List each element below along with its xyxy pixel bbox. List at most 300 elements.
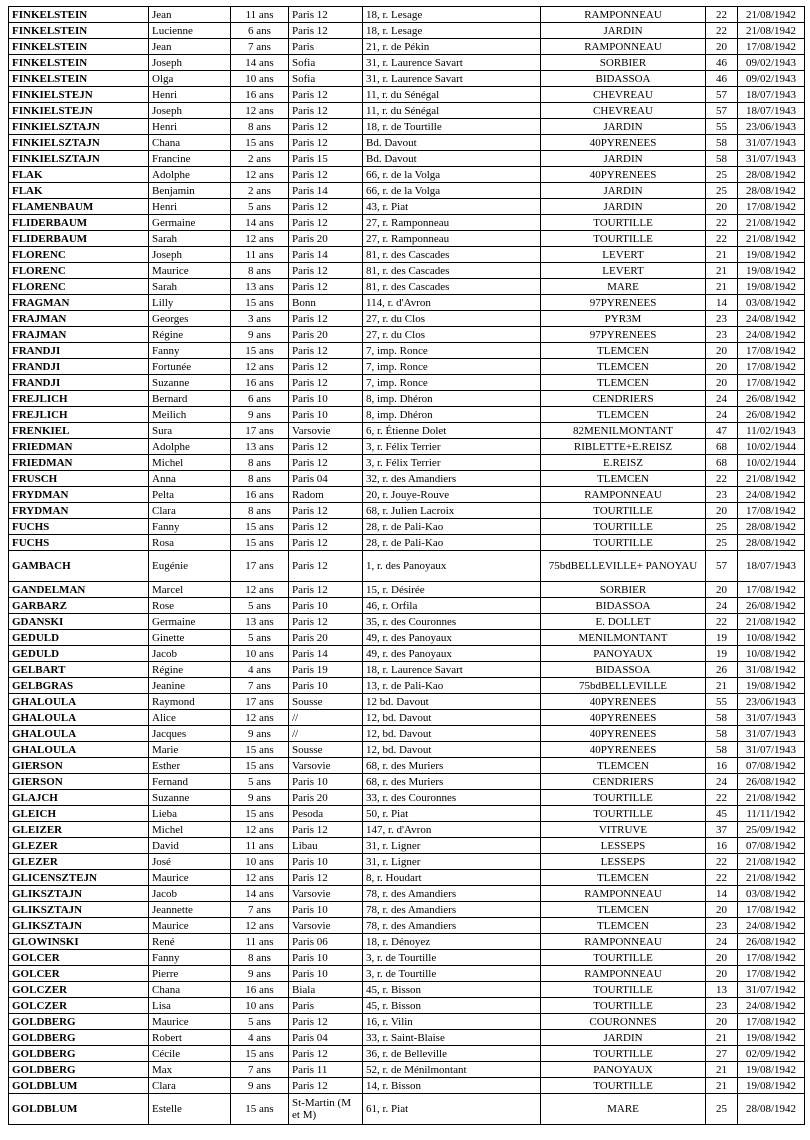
first-name-cell: Michel <box>149 455 231 471</box>
age-cell: 5 ans <box>231 630 289 646</box>
address-cell: 36, r. de Belleville <box>363 1046 541 1062</box>
surname-cell: GOLDBLUM <box>9 1094 149 1125</box>
age-cell: 10 ans <box>231 854 289 870</box>
age-cell: 17 ans <box>231 694 289 710</box>
surname-cell: GHALOULA <box>9 726 149 742</box>
age-cell: 8 ans <box>231 503 289 519</box>
table-row <box>9 7 805 23</box>
date-cell: 28/08/1942 <box>738 535 805 551</box>
date-cell: 24/08/1942 <box>738 311 805 327</box>
age-cell: 12 ans <box>231 582 289 598</box>
school-cell: 40PYRENEES <box>541 710 706 726</box>
surname-cell: FINKELSTEIN <box>9 7 149 23</box>
table-row <box>9 678 805 694</box>
first-name-cell: Fanny <box>149 950 231 966</box>
age-cell: 15 ans <box>231 806 289 822</box>
surname-cell: GOLDBERG <box>9 1030 149 1046</box>
date-cell: 26/08/1942 <box>738 934 805 950</box>
school-cell: TLEMCEN <box>541 758 706 774</box>
birthplace-cell: Paris 10 <box>289 774 363 790</box>
table-row <box>9 407 805 423</box>
birthplace-cell: Varsovie <box>289 886 363 902</box>
age-cell: 15 ans <box>231 1046 289 1062</box>
first-name-cell: Sura <box>149 423 231 439</box>
surname-cell: FRUSCH <box>9 471 149 487</box>
address-cell: 78, r. des Amandiers <box>363 918 541 934</box>
address-cell: 147, r. d'Avron <box>363 822 541 838</box>
surname-cell: GHALOULA <box>9 710 149 726</box>
convoy-cell: 23 <box>706 311 738 327</box>
table-row <box>9 774 805 790</box>
surname-cell: FUCHS <box>9 535 149 551</box>
first-name-cell: Jacob <box>149 886 231 902</box>
convoy-cell: 22 <box>706 870 738 886</box>
birthplace-cell: Paris <box>289 998 363 1014</box>
surname-cell: FRAGMAN <box>9 295 149 311</box>
table-row <box>9 199 805 215</box>
address-cell: Bd. Davout <box>363 135 541 151</box>
surname-cell: GLEICH <box>9 806 149 822</box>
birthplace-cell: Paris 12 <box>289 439 363 455</box>
date-cell: 18/07/1943 <box>738 551 805 582</box>
date-cell: 21/08/1942 <box>738 471 805 487</box>
date-cell: 23/06/1943 <box>738 119 805 135</box>
table-row <box>9 1030 805 1046</box>
convoy-cell: 21 <box>706 279 738 295</box>
birthplace-cell: Paris 12 <box>289 614 363 630</box>
convoy-cell: 58 <box>706 151 738 167</box>
school-cell: JARDIN <box>541 1030 706 1046</box>
school-cell: BIDASSOA <box>541 662 706 678</box>
date-cell: 17/08/1942 <box>738 375 805 391</box>
first-name-cell: Clara <box>149 1078 231 1094</box>
first-name-cell: Ginette <box>149 630 231 646</box>
date-cell: 28/08/1942 <box>738 167 805 183</box>
date-cell: 21/08/1942 <box>738 23 805 39</box>
address-cell: 3, r. Félix Terrier <box>363 455 541 471</box>
date-cell: 17/08/1942 <box>738 503 805 519</box>
age-cell: 9 ans <box>231 726 289 742</box>
address-cell: 12, bd. Davout <box>363 742 541 758</box>
table-row <box>9 598 805 614</box>
birthplace-cell: Libau <box>289 838 363 854</box>
date-cell: 31/07/1943 <box>738 151 805 167</box>
age-cell: 15 ans <box>231 343 289 359</box>
table-row <box>9 1078 805 1094</box>
surname-cell: GOLCER <box>9 966 149 982</box>
age-cell: 17 ans <box>231 423 289 439</box>
age-cell: 2 ans <box>231 183 289 199</box>
first-name-cell: Adolphe <box>149 439 231 455</box>
convoy-cell: 16 <box>706 758 738 774</box>
birthplace-cell: Paris <box>289 39 363 55</box>
school-cell: TLEMCEN <box>541 343 706 359</box>
table-row <box>9 119 805 135</box>
first-name-cell: Pierre <box>149 966 231 982</box>
age-cell: 13 ans <box>231 439 289 455</box>
birthplace-cell: Varsovie <box>289 423 363 439</box>
address-cell: 45, r. Bisson <box>363 982 541 998</box>
age-cell: 11 ans <box>231 247 289 263</box>
table-row <box>9 455 805 471</box>
address-cell: 14, r. Bisson <box>363 1078 541 1094</box>
birthplace-cell: Paris 12 <box>289 551 363 582</box>
date-cell: 18/07/1943 <box>738 87 805 103</box>
school-cell: MARE <box>541 1094 706 1125</box>
first-name-cell: Lieba <box>149 806 231 822</box>
first-name-cell: Michel <box>149 822 231 838</box>
school-cell: RAMPONNEAU <box>541 886 706 902</box>
convoy-cell: 57 <box>706 551 738 582</box>
first-name-cell: Eugénie <box>149 551 231 582</box>
school-cell: TLEMCEN <box>541 471 706 487</box>
table-row <box>9 966 805 982</box>
age-cell: 14 ans <box>231 215 289 231</box>
age-cell: 11 ans <box>231 7 289 23</box>
surname-cell: FINKIELSTEJN <box>9 87 149 103</box>
birthplace-cell: Paris 14 <box>289 183 363 199</box>
table-row <box>9 854 805 870</box>
date-cell: 10/08/1942 <box>738 646 805 662</box>
date-cell: 25/09/1942 <box>738 822 805 838</box>
address-cell: 7, imp. Ronce <box>363 359 541 375</box>
address-cell: 43, r. Piat <box>363 199 541 215</box>
convoy-cell: 25 <box>706 519 738 535</box>
first-name-cell: Meilich <box>149 407 231 423</box>
surname-cell: FRIEDMAN <box>9 439 149 455</box>
surname-cell: GLIKSZTAJN <box>9 902 149 918</box>
table-row <box>9 790 805 806</box>
date-cell: 11/11/1942 <box>738 806 805 822</box>
convoy-cell: 20 <box>706 582 738 598</box>
school-cell: TLEMCEN <box>541 359 706 375</box>
surname-cell: FRANDJI <box>9 359 149 375</box>
convoy-cell: 58 <box>706 742 738 758</box>
convoy-cell: 58 <box>706 135 738 151</box>
convoy-cell: 46 <box>706 71 738 87</box>
address-cell: 15, r. Désirée <box>363 582 541 598</box>
convoy-cell: 22 <box>706 7 738 23</box>
surname-cell: GIERSON <box>9 774 149 790</box>
date-cell: 21/08/1942 <box>738 854 805 870</box>
school-cell: CENDRIERS <box>541 774 706 790</box>
convoy-cell: 68 <box>706 439 738 455</box>
first-name-cell: Germaine <box>149 614 231 630</box>
address-cell: 7, imp. Ronce <box>363 343 541 359</box>
first-name-cell: Robert <box>149 1030 231 1046</box>
surname-cell: GLICENSZTEJN <box>9 870 149 886</box>
address-cell: 68, r. des Muriers <box>363 758 541 774</box>
first-name-cell: Jeannette <box>149 902 231 918</box>
address-cell: 28, r. de Pali-Kao <box>363 535 541 551</box>
table-row <box>9 982 805 998</box>
school-cell: 40PYRENEES <box>541 726 706 742</box>
convoy-cell: 14 <box>706 295 738 311</box>
school-cell: 75bdBELLEVILLE <box>541 678 706 694</box>
address-cell: 66, r. de la Volga <box>363 167 541 183</box>
table-row <box>9 582 805 598</box>
age-cell: 8 ans <box>231 455 289 471</box>
table-row <box>9 23 805 39</box>
date-cell: 10/02/1944 <box>738 455 805 471</box>
birthplace-cell: Radom <box>289 487 363 503</box>
age-cell: 13 ans <box>231 614 289 630</box>
birthplace-cell: Paris 12 <box>289 7 363 23</box>
date-cell: 19/08/1942 <box>738 1062 805 1078</box>
birthplace-cell: // <box>289 726 363 742</box>
birthplace-cell: Paris 20 <box>289 630 363 646</box>
address-cell: 18, r. Laurence Savart <box>363 662 541 678</box>
surname-cell: FLORENC <box>9 279 149 295</box>
date-cell: 24/08/1942 <box>738 487 805 503</box>
birthplace-cell: Paris 12 <box>289 822 363 838</box>
surname-cell: GHALOULA <box>9 694 149 710</box>
first-name-cell: Lilly <box>149 295 231 311</box>
birthplace-cell: Paris 12 <box>289 199 363 215</box>
age-cell: 8 ans <box>231 263 289 279</box>
convoy-cell: 26 <box>706 662 738 678</box>
table-row <box>9 1014 805 1030</box>
school-cell: TOURTILLE <box>541 998 706 1014</box>
age-cell: 8 ans <box>231 471 289 487</box>
first-name-cell: Joseph <box>149 247 231 263</box>
surname-cell: GELBART <box>9 662 149 678</box>
birthplace-cell: Paris 15 <box>289 151 363 167</box>
school-cell: RAMPONNEAU <box>541 7 706 23</box>
birthplace-cell: Paris 20 <box>289 790 363 806</box>
age-cell: 15 ans <box>231 742 289 758</box>
birthplace-cell: Paris 12 <box>289 1078 363 1094</box>
table-row <box>9 439 805 455</box>
convoy-cell: 24 <box>706 391 738 407</box>
date-cell: 07/08/1942 <box>738 758 805 774</box>
table-row <box>9 519 805 535</box>
date-cell: 31/08/1942 <box>738 662 805 678</box>
surname-cell: GLOWINSKI <box>9 934 149 950</box>
date-cell: 31/07/1943 <box>738 742 805 758</box>
first-name-cell: Suzanne <box>149 790 231 806</box>
age-cell: 12 ans <box>231 231 289 247</box>
date-cell: 21/08/1942 <box>738 215 805 231</box>
address-cell: 21, r. de Pékin <box>363 39 541 55</box>
surname-cell: FLIDERBAUM <box>9 231 149 247</box>
age-cell: 12 ans <box>231 103 289 119</box>
table-row <box>9 902 805 918</box>
convoy-cell: 22 <box>706 231 738 247</box>
birthplace-cell: Paris 10 <box>289 407 363 423</box>
age-cell: 8 ans <box>231 119 289 135</box>
school-cell: LESSEPS <box>541 854 706 870</box>
surname-cell: FUCHS <box>9 519 149 535</box>
birthplace-cell: Paris 11 <box>289 1062 363 1078</box>
surname-cell: GOLCZER <box>9 998 149 1014</box>
birthplace-cell: Biala <box>289 982 363 998</box>
convoy-cell: 22 <box>706 215 738 231</box>
school-cell: JARDIN <box>541 119 706 135</box>
address-cell: 66, r. de la Volga <box>363 183 541 199</box>
surname-cell: GLAJCH <box>9 790 149 806</box>
age-cell: 5 ans <box>231 774 289 790</box>
date-cell: 28/08/1942 <box>738 519 805 535</box>
address-cell: Bd. Davout <box>363 151 541 167</box>
age-cell: 11 ans <box>231 838 289 854</box>
date-cell: 26/08/1942 <box>738 774 805 790</box>
convoy-cell: 21 <box>706 263 738 279</box>
address-cell: 18, r. Lesage <box>363 23 541 39</box>
school-cell: CHEVREAU <box>541 87 706 103</box>
age-cell: 12 ans <box>231 167 289 183</box>
table-row <box>9 135 805 151</box>
address-cell: 49, r. des Panoyaux <box>363 630 541 646</box>
date-cell: 24/08/1942 <box>738 327 805 343</box>
first-name-cell: Suzanne <box>149 375 231 391</box>
school-cell: 40PYRENEES <box>541 694 706 710</box>
table-row <box>9 391 805 407</box>
address-cell: 6, r. Étienne Dolet <box>363 423 541 439</box>
convoy-cell: 21 <box>706 1078 738 1094</box>
table-row <box>9 279 805 295</box>
table-row <box>9 630 805 646</box>
address-cell: 81, r. des Cascades <box>363 263 541 279</box>
address-cell: 3, r. de Tourtille <box>363 966 541 982</box>
convoy-cell: 21 <box>706 678 738 694</box>
table-row <box>9 870 805 886</box>
birthplace-cell: Sousse <box>289 694 363 710</box>
birthplace-cell: Sofia <box>289 71 363 87</box>
date-cell: 17/08/1942 <box>738 343 805 359</box>
first-name-cell: Maurice <box>149 1014 231 1030</box>
surname-cell: GOLDBERG <box>9 1014 149 1030</box>
date-cell: 24/08/1942 <box>738 918 805 934</box>
age-cell: 5 ans <box>231 1014 289 1030</box>
address-cell: 33, r. des Couronnes <box>363 790 541 806</box>
surname-cell: FINKELSTEIN <box>9 55 149 71</box>
age-cell: 16 ans <box>231 87 289 103</box>
convoy-cell: 55 <box>706 119 738 135</box>
school-cell: LEVERT <box>541 247 706 263</box>
table-row <box>9 726 805 742</box>
address-cell: 31, r. Laurence Savart <box>363 71 541 87</box>
date-cell: 19/08/1942 <box>738 1078 805 1094</box>
table-row <box>9 1046 805 1062</box>
first-name-cell: José <box>149 854 231 870</box>
table-row <box>9 167 805 183</box>
school-cell: RAMPONNEAU <box>541 39 706 55</box>
convoy-cell: 25 <box>706 183 738 199</box>
address-cell: 12, bd. Davout <box>363 710 541 726</box>
first-name-cell: Régine <box>149 327 231 343</box>
table-row <box>9 247 805 263</box>
address-cell: 78, r. des Amandiers <box>363 902 541 918</box>
convoy-cell: 23 <box>706 487 738 503</box>
address-cell: 45, r. Bisson <box>363 998 541 1014</box>
age-cell: 16 ans <box>231 487 289 503</box>
table-row <box>9 662 805 678</box>
school-cell: TOURTILLE <box>541 950 706 966</box>
school-cell: 97PYRENEES <box>541 295 706 311</box>
birthplace-cell: Paris 10 <box>289 854 363 870</box>
first-name-cell: Henri <box>149 87 231 103</box>
birthplace-cell: Paris 12 <box>289 343 363 359</box>
date-cell: 31/07/1943 <box>738 726 805 742</box>
convoy-cell: 24 <box>706 934 738 950</box>
address-cell: 68, r. des Muriers <box>363 774 541 790</box>
convoy-cell: 20 <box>706 359 738 375</box>
address-cell: 50, r. Piat <box>363 806 541 822</box>
birthplace-cell: Paris 12 <box>289 119 363 135</box>
age-cell: 5 ans <box>231 598 289 614</box>
first-name-cell: Fortunée <box>149 359 231 375</box>
school-cell: E. DOLLET <box>541 614 706 630</box>
age-cell: 7 ans <box>231 1062 289 1078</box>
convoy-cell: 57 <box>706 103 738 119</box>
school-cell: RIBLETTE+E.REISZ <box>541 439 706 455</box>
birthplace-cell: Paris 12 <box>289 582 363 598</box>
age-cell: 15 ans <box>231 295 289 311</box>
table-row <box>9 614 805 630</box>
address-cell: 8, r. Houdart <box>363 870 541 886</box>
date-cell: 19/08/1942 <box>738 279 805 295</box>
convoy-cell: 14 <box>706 886 738 902</box>
address-cell: 81, r. des Cascades <box>363 247 541 263</box>
age-cell: 15 ans <box>231 135 289 151</box>
table-row <box>9 806 805 822</box>
age-cell: 9 ans <box>231 1078 289 1094</box>
age-cell: 7 ans <box>231 902 289 918</box>
table-row <box>9 103 805 119</box>
date-cell: 17/08/1942 <box>738 582 805 598</box>
birthplace-cell: Paris 12 <box>289 1046 363 1062</box>
first-name-cell: Jacob <box>149 646 231 662</box>
first-name-cell: Chana <box>149 982 231 998</box>
first-name-cell: Lucienne <box>149 23 231 39</box>
convoy-cell: 20 <box>706 966 738 982</box>
surname-cell: GLIKSZTAJN <box>9 918 149 934</box>
birthplace-cell: Varsovie <box>289 918 363 934</box>
age-cell: 5 ans <box>231 199 289 215</box>
table-row <box>9 694 805 710</box>
school-cell: TOURTILLE <box>541 519 706 535</box>
school-cell: PYR3M <box>541 311 706 327</box>
date-cell: 09/02/1943 <box>738 55 805 71</box>
birthplace-cell: Paris 12 <box>289 870 363 886</box>
age-cell: 14 ans <box>231 886 289 902</box>
table-row <box>9 998 805 1014</box>
date-cell: 26/08/1942 <box>738 598 805 614</box>
age-cell: 4 ans <box>231 1030 289 1046</box>
table-row <box>9 535 805 551</box>
first-name-cell: Chana <box>149 135 231 151</box>
surname-cell: FINKELSTEIN <box>9 39 149 55</box>
surname-cell: FLORENC <box>9 263 149 279</box>
surname-cell: GEDULD <box>9 646 149 662</box>
convoy-cell: 37 <box>706 822 738 838</box>
first-name-cell: Fernand <box>149 774 231 790</box>
school-cell: TOURTILLE <box>541 231 706 247</box>
birthplace-cell: Sousse <box>289 742 363 758</box>
first-name-cell: René <box>149 934 231 950</box>
convoy-cell: 47 <box>706 423 738 439</box>
school-cell: MARE <box>541 279 706 295</box>
school-cell: LESSEPS <box>541 838 706 854</box>
age-cell: 15 ans <box>231 1094 289 1125</box>
first-name-cell: Adolphe <box>149 167 231 183</box>
address-cell: 31, r. Ligner <box>363 838 541 854</box>
address-cell: 31, r. Ligner <box>363 854 541 870</box>
table-row <box>9 950 805 966</box>
age-cell: 15 ans <box>231 758 289 774</box>
table-row <box>9 215 805 231</box>
